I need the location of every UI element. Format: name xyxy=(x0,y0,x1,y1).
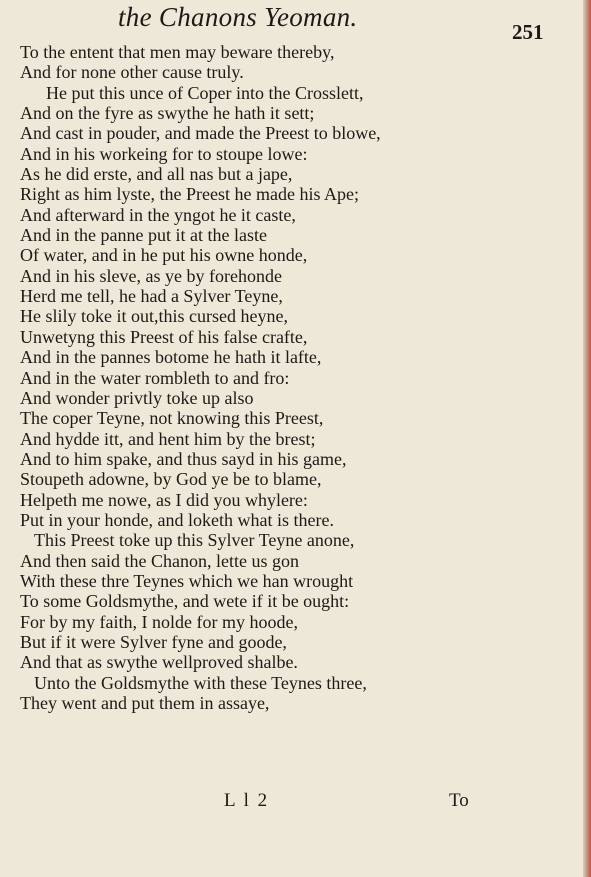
verse-line: Right as him lyste, the Preest he made his Ape; xyxy=(20,184,359,205)
page-edge xyxy=(583,0,591,877)
verse-line: To some Goldsmythe, and wete if it be ought: xyxy=(20,591,350,612)
verse-line: And that as swythe wellproved shalbe. xyxy=(20,652,298,673)
verse-line: As he did erste, and all nas but a jape, xyxy=(20,164,293,185)
verse-line: This Preest toke up this Sylver Teyne anone, xyxy=(34,530,355,551)
verse-line: He slily toke it out,this cursed heyne, xyxy=(20,306,288,327)
verse-line: Unwetyng this Preest of his false crafte, xyxy=(20,326,308,347)
verse-line: And on the fyre as swythe he hath it sett; xyxy=(20,103,315,124)
verse-line: And in his sleve, as ye by forehonde xyxy=(20,265,282,286)
verse-line: Herd me tell, he had a Sylver Teyne, xyxy=(20,286,283,307)
verse-line: And hydde itt, and hent him by the brest; xyxy=(20,428,316,449)
verse-line: To the entent that men may beware thereby, xyxy=(20,42,335,62)
verse-line: He put this unce of Coper into the Crosslett, xyxy=(46,82,364,103)
verse-line: Helpeth me nowe, as I did you whylere: xyxy=(20,489,308,510)
verse-line: With these thre Teynes which we han wrought xyxy=(20,570,354,591)
verse-line: And in the pannes botome he hath it lafte, xyxy=(20,347,322,368)
verse-line: And to him spake, and thus sayd in his game, xyxy=(20,448,347,469)
verse-line: And wonder privtly toke up also xyxy=(20,387,254,408)
verse-line: They went and put them in assaye, xyxy=(20,693,270,713)
verse-line: And for none other cause truly. xyxy=(20,62,244,83)
verse-line: Stoupeth adowne, by God ye be to blame, xyxy=(20,469,322,490)
verse-line: And in the water rombleth to and fro: xyxy=(20,367,290,388)
catchword: To xyxy=(449,790,469,811)
verse-line: And cast in pouder, and made the Preest to blowe, xyxy=(20,123,381,144)
verse-line: But if it were Sylver fyne and goode, xyxy=(20,631,287,652)
verse-line: And in his workeing for to stoupe lowe: xyxy=(20,143,308,164)
verse-text xyxy=(20,42,460,713)
verse-line: Of water, and in he put his owne honde, xyxy=(20,245,308,266)
verse-line: And then said the Chanon, lette us gon xyxy=(20,550,299,571)
page-number: 251 xyxy=(512,20,544,44)
verse-line: And in the panne put it at the laste xyxy=(20,225,267,246)
verse-line: Unto the Goldsmythe with these Teynes three, xyxy=(34,672,367,693)
verse-line: Put in your honde, and loketh what is there. xyxy=(20,509,334,530)
verse-line: The coper Teyne, not knowing this Preest, xyxy=(20,408,324,429)
verse-line: For by my faith, I nolde for my hoode, xyxy=(20,611,298,632)
verse-line: And afterward in the yngot he it caste, xyxy=(20,204,296,225)
signature-mark: L l 2 xyxy=(224,790,270,811)
running-head: the Chanons Yeoman. xyxy=(118,2,358,32)
